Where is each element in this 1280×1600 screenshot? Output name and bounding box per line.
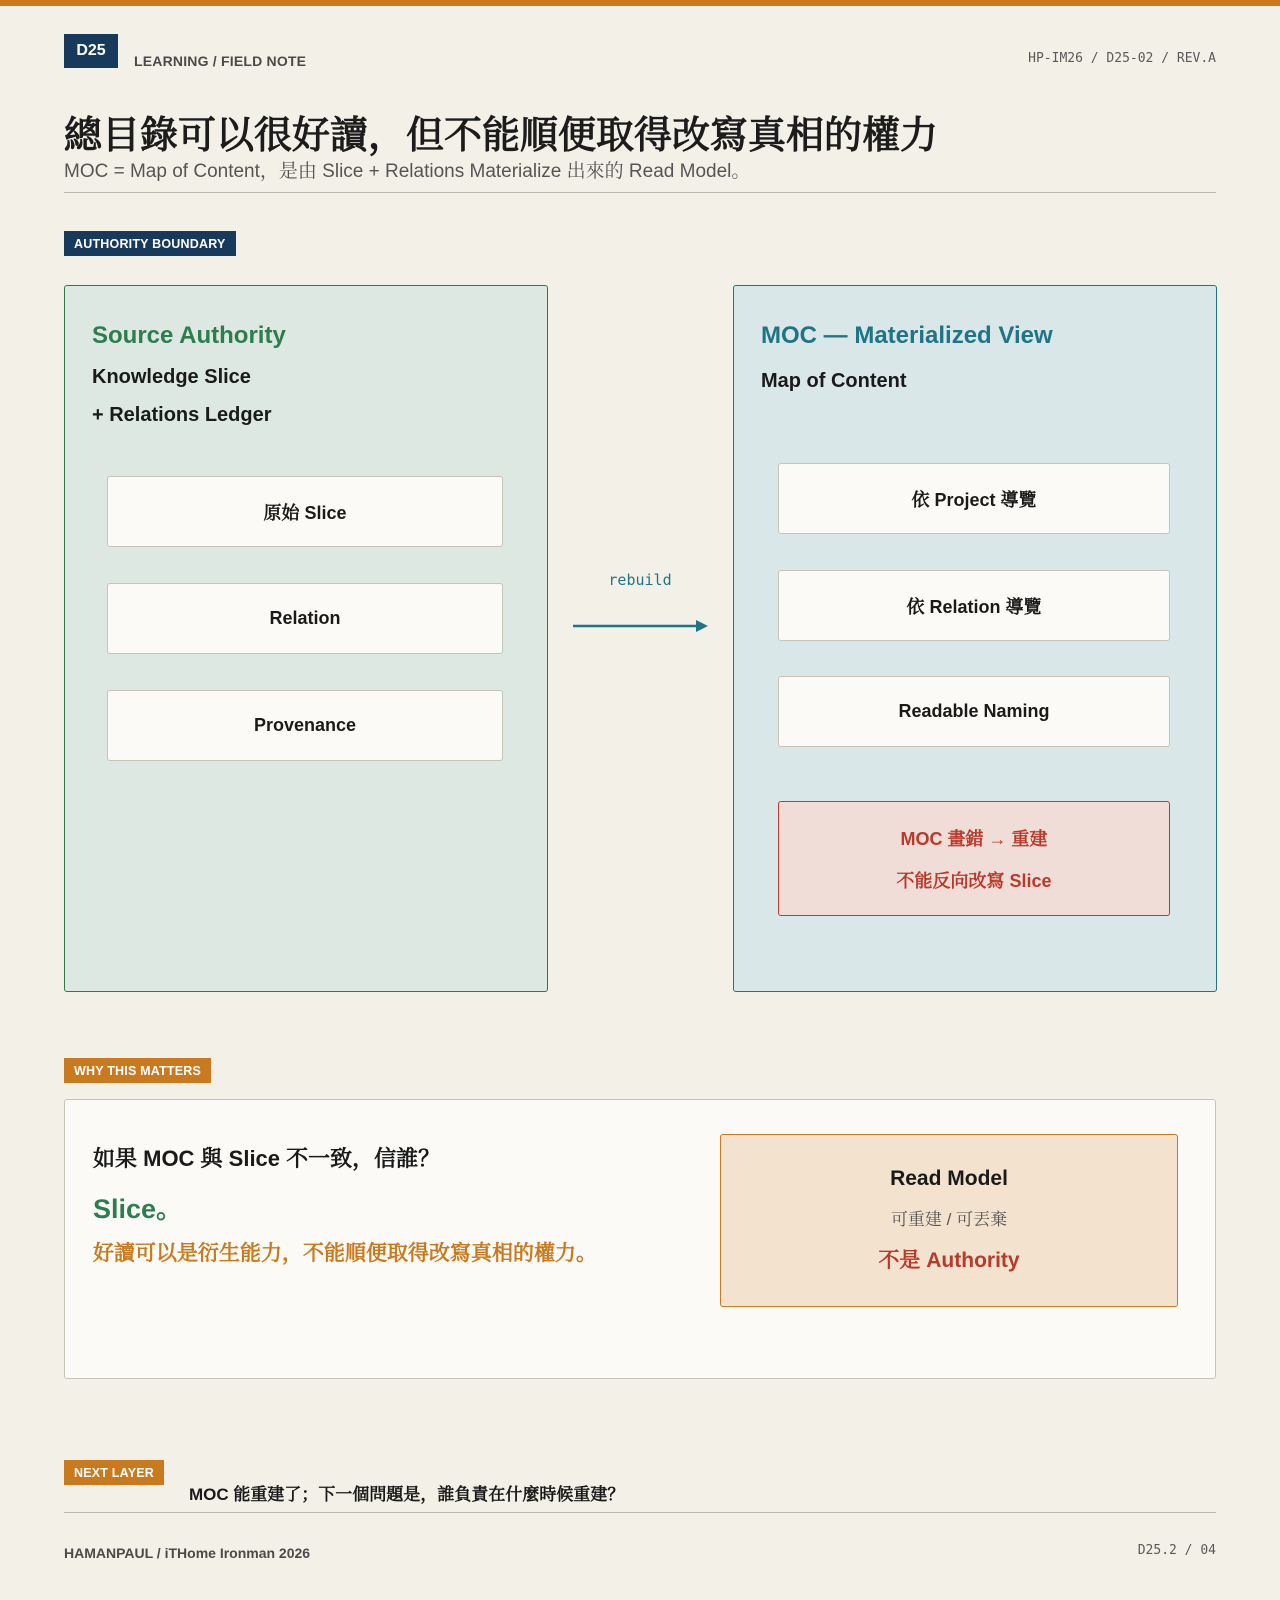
read-model-subtitle: 可重建 / 可丟棄 — [890, 1210, 1008, 1229]
source-item-original-slice: 原始 Slice — [107, 476, 503, 547]
why-this-matters-tag: WHY THIS MATTERS — [64, 1058, 211, 1083]
header-divider — [64, 192, 1216, 193]
rebuild-arrow-icon — [572, 618, 712, 634]
read-model-title: Read Model — [890, 1167, 1008, 1190]
moc-panel-title: MOC — Materialized View — [761, 322, 1053, 349]
footer-page-number: D25.2 / 04 — [1137, 1543, 1216, 1558]
read-model-not-authority: 不是 Authority — [878, 1249, 1020, 1272]
kicker-label: LEARNING / FIELD NOTE — [134, 53, 307, 69]
moc-warning-box — [778, 801, 1170, 916]
doc-reference: HP-IM26 / D25-02 / REV.A — [1028, 51, 1216, 66]
source-authority-title: Source Authority — [92, 322, 286, 349]
rebuild-arrow-label: rebuild — [608, 571, 672, 589]
source-line-relations-ledger: + Relations Ledger — [92, 404, 272, 426]
why-question: 如果 MOC 與 Slice 不一致，信誰？ — [93, 1146, 441, 1171]
why-answer: Slice。 — [93, 1194, 184, 1224]
source-line-knowledge-slice: Knowledge Slice — [92, 366, 251, 388]
moc-warning-rebuild: MOC 畫錯 → 重建 — [900, 828, 1048, 849]
read-model-card — [720, 1134, 1178, 1307]
page-subtitle: MOC = Map of Content，是由 Slice + Relations Materialize 出來的 Read Model。 — [64, 161, 751, 182]
moc-item-by-project: 依 Project 導覽 — [778, 463, 1170, 534]
day-code-badge: D25 — [64, 34, 118, 68]
page-title: 總目錄可以很好讀，但不能順便取得改寫真相的權力 — [64, 115, 939, 157]
source-item-provenance: Provenance — [107, 690, 503, 761]
footer-credit: HAMANPAUL / iTHome Ironman 2026 — [64, 1545, 311, 1561]
top-accent-bar — [0, 0, 1280, 6]
next-layer-text: MOC 能重建了；下一個問題是，誰負責在什麼時候重建？ — [189, 1485, 625, 1504]
authority-boundary-tag: AUTHORITY BOUNDARY — [64, 231, 236, 256]
moc-item-readable-naming: Readable Naming — [778, 676, 1170, 747]
source-item-relation: Relation — [107, 583, 503, 654]
moc-warning-no-rewrite: 不能反向改寫 Slice — [896, 870, 1052, 891]
footer-divider — [64, 1512, 1216, 1513]
moc-item-by-relation: 依 Relation 導覽 — [778, 570, 1170, 641]
why-note: 好讀可以是衍生能力，不能順便取得改寫真相的權力。 — [93, 1242, 597, 1265]
next-layer-tag: NEXT LAYER — [64, 1460, 164, 1485]
moc-panel-subtitle: Map of Content — [761, 370, 907, 392]
